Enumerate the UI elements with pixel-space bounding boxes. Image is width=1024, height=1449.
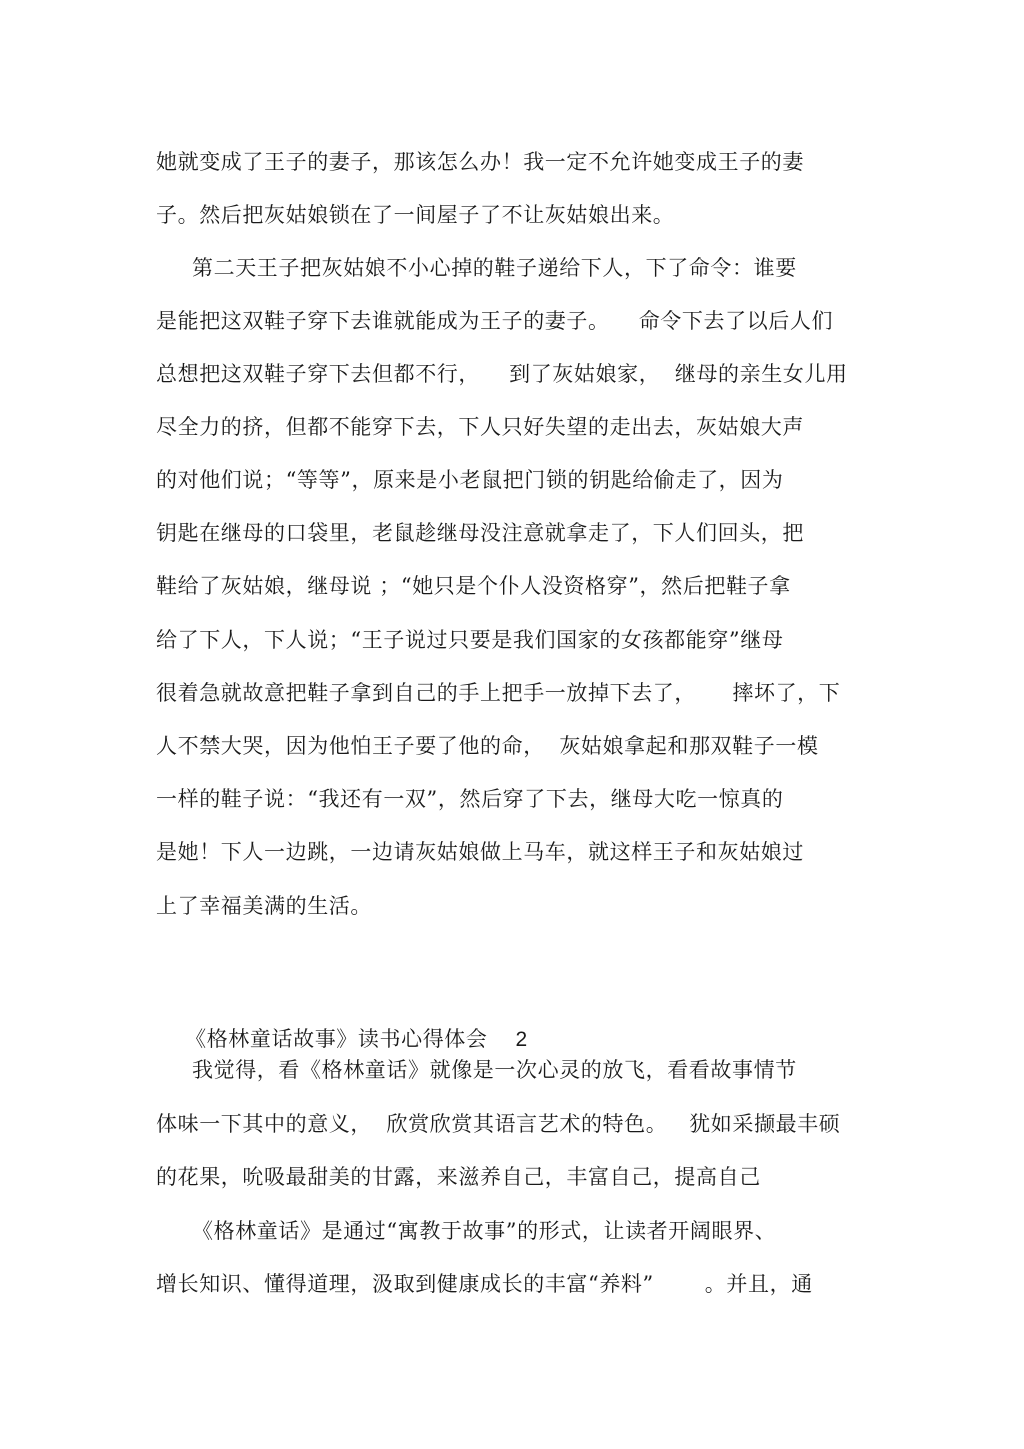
paragraph-line: 我觉得，看《格林童话》就像是一次心灵的放飞，看看故事情节	[192, 1058, 797, 1082]
paragraph-line: 人不禁大哭，因为他怕王子要了他的命， 灰姑娘拿起和那双鞋子一模	[156, 734, 819, 758]
paragraph-line: 钥匙在继母的口袋里，老鼠趁继母没注意就拿走了，下人们回头，把	[156, 521, 804, 545]
paragraph-line: 一样的鞋子说：“我还有一双”，然后穿了下去，继母大吃一惊真的	[156, 787, 784, 811]
paragraph-line: 的花果，吮吸最甜美的甘露，来滋养自己，丰富自己，提高自己	[156, 1165, 761, 1189]
paragraph-line: 是能把这双鞋子穿下去谁就能成为王子的妻子。 命令下去了以后人们	[156, 309, 834, 333]
paragraph-line: 鞋给了灰姑娘，继母说 ；“她只是个仆人没资格穿”，然后把鞋子拿	[156, 574, 791, 598]
section-heading-number: 2	[515, 1028, 528, 1051]
paragraph-line: 的对他们说；“等等”，原来是小老鼠把门锁的钥匙给偷走了，因为	[156, 468, 784, 492]
paragraph-line: 上了幸福美满的生活。	[156, 894, 372, 918]
paragraph-line: 给了下人，下人说；“王子说过只要是我们国家的女孩都能穿”继母	[156, 628, 784, 652]
paragraph-line: 《格林童话》是通过“寓教于故事”的形式，让读者开阔眼界、	[192, 1219, 777, 1243]
paragraph-line: 很着急就故意把鞋子拿到自己的手上把手一放掉下去了， 摔坏了，下	[156, 681, 841, 705]
paragraph-line: 子。然后把灰姑娘锁在了一间屋子了不让灰姑娘出来。	[156, 203, 675, 227]
paragraph-line: 尽全力的挤，但都不能穿下去，下人只好失望的走出去，灰姑娘大声	[156, 415, 804, 439]
paragraph-line: 第二天王子把灰姑娘不小心掉的鞋子递给下人，下了命令：谁要	[192, 256, 797, 280]
paragraph-line: 她就变成了王子的妻子，那该怎么办！我一定不允许她变成王子的妻	[156, 150, 804, 174]
paragraph-line: 是她！下人一边跳，一边请灰姑娘做上马车，就这样王子和灰姑娘过	[156, 840, 804, 864]
paragraph-line: 体味一下其中的意义， 欣赏欣赏其语言艺术的特色。 犹如采撷最丰硕	[156, 1112, 841, 1136]
paragraph-line: 总想把这双鞋子穿下去但都不行， 到了灰姑娘家， 继母的亲生女儿用	[156, 362, 848, 386]
paragraph-line: 增长知识、懂得道理，汲取到健康成长的丰富“养料” 。并且，通	[156, 1272, 813, 1296]
section-heading-title: 《格林童话故事》读书心得体会	[185, 1027, 488, 1051]
